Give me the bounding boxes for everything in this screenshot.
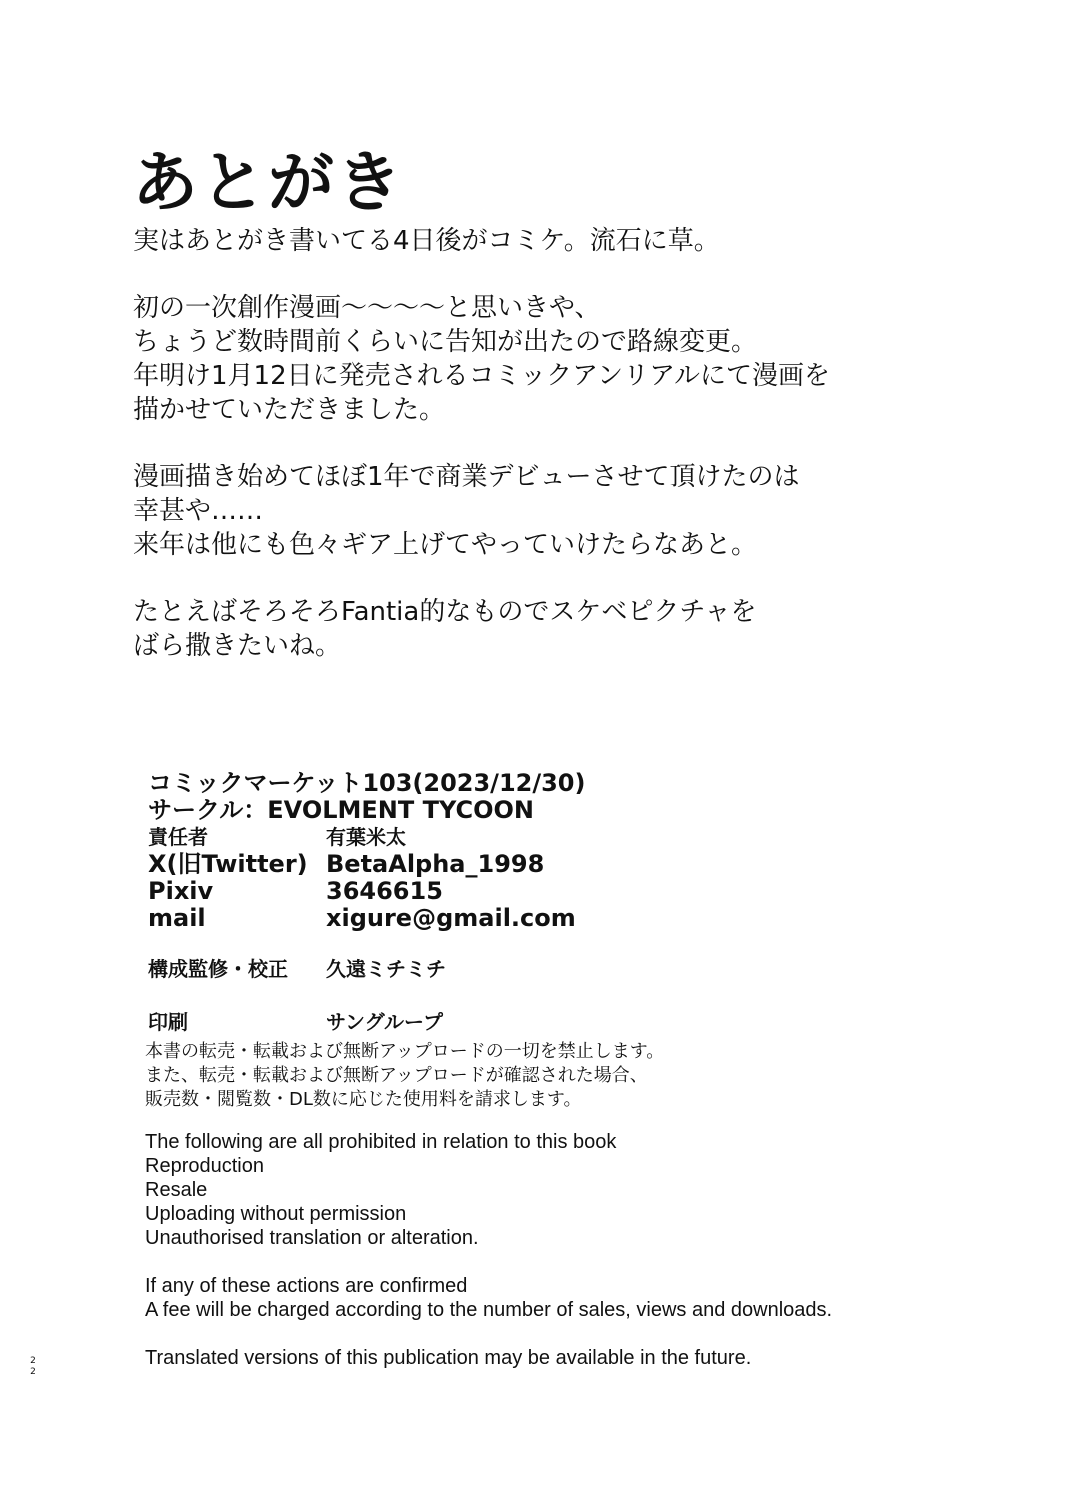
afterword-body	[133, 224, 1033, 696]
text-line: 来年は他にも色々ギア上げてやっていけたらなあと。	[133, 530, 758, 560]
text-line: 描かせていただきました。	[133, 395, 446, 425]
notice-line: A fee will be charged according to the number of sales, views and downloads.	[145, 1299, 833, 1321]
notice-line: Reproduction	[145, 1155, 264, 1177]
text-line: たとえばそろそろFantia的なものでスケベピクチャを	[133, 597, 757, 627]
notice-line: また、転売・転載および無断アップロードが確認された場合、	[145, 1065, 648, 1086]
row-value: xigure@gmail.com	[326, 904, 576, 932]
text-line: ちょうど数時間前くらいに告知が出たので路線変更。	[133, 327, 758, 357]
row-value: 有葉米太	[326, 825, 406, 849]
notice-line: Unauthorised translation or alteration.	[145, 1227, 479, 1249]
row-label: X(旧Twitter)	[148, 850, 308, 878]
row-value: サングループ	[326, 1010, 443, 1034]
notice-line: 販売数・閲覧数・DL数に応じた使用料を請求します。	[145, 1089, 582, 1110]
notice-line: Translated versions of this publication may be available in the future.	[145, 1347, 752, 1369]
row-value: BetaAlpha_1998	[326, 850, 545, 878]
copyright-notice-japanese	[145, 1040, 664, 1112]
paragraph	[133, 224, 1033, 258]
notice-line: 本書の転売・転載および無断アップロードの一切を禁止します。	[145, 1041, 665, 1062]
colophon-row-supervision	[148, 956, 585, 983]
event-name: コミックマーケット103(2023/12/30)	[148, 769, 586, 797]
notice-line: Uploading without permission	[145, 1203, 407, 1225]
afterword-title: あとがき	[132, 144, 404, 221]
notice-line: If any of these actions are confirmed	[145, 1275, 468, 1297]
notice-line: The following are all prohibited in relation to this book	[145, 1131, 617, 1153]
text-line: 年明け1月12日に発売されるコミックアンリアルにて漫画を	[133, 361, 831, 391]
copyright-notice-english	[145, 1130, 832, 1370]
colophon	[148, 770, 585, 1036]
colophon-row-x	[148, 851, 585, 878]
text-line: 初の一次創作漫画～～～～と思いきや、	[133, 293, 601, 323]
notice-line: Resale	[145, 1179, 208, 1201]
row-label: mail	[148, 904, 206, 932]
row-value: 3646615	[326, 877, 443, 905]
row-value: 久遠ミチミチ	[326, 957, 446, 981]
row-label: Pixiv	[148, 877, 214, 905]
text-line: 幸甚や……	[133, 496, 264, 526]
text-line: ばら撒きたいね。	[133, 631, 342, 661]
row-label: 印刷	[148, 1010, 188, 1034]
colophon-row-pixiv	[148, 878, 585, 905]
row-label: 構成監修・校正	[148, 957, 288, 981]
row-label: 責任者	[148, 825, 208, 849]
colophon-row-printing	[148, 1009, 585, 1036]
paragraph	[133, 460, 1033, 562]
colophon-row-responsible	[148, 824, 585, 851]
paragraph	[133, 291, 1033, 427]
page-number: 2 2	[30, 1356, 36, 1377]
text-line: 漫画描き始めてほぼ1年で商業デビューさせて頂けたのは	[133, 462, 800, 492]
text-line: 実はあとがき書いてる4日後がコミケ。流石に草。	[133, 226, 720, 256]
circle-name: サークル：EVOLMENT TYCOON	[148, 796, 535, 824]
colophon-row-mail	[148, 905, 585, 932]
paragraph	[133, 595, 1033, 663]
